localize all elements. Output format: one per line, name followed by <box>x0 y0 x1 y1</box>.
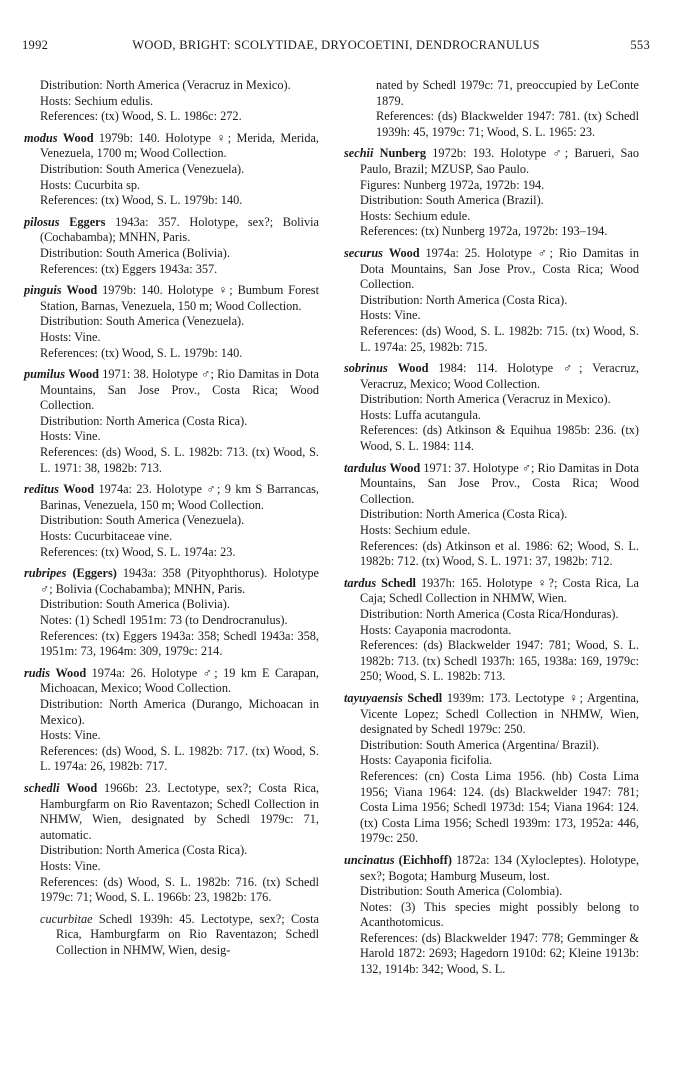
page-number-right: 553 <box>630 38 650 52</box>
entry-line: References: (tx) Wood, S. L. 1974a: 23. <box>40 544 236 559</box>
species-name: sechii <box>344 146 374 161</box>
entry-line: References: (tx) Wood, S. L. 1979b: 140. <box>40 345 243 360</box>
entry-citation: 1872a: 134 (Xylocleptes). Holotype, sex?; Bogota; Hamburg Museum, lost. <box>360 852 640 883</box>
entry-citation: 1971: 38. Holotype ♂; Rio Damitas in Dota Mountains, San Jose Prov., Costa Rica; Wood Collection. <box>40 367 319 413</box>
species-author: Wood <box>55 665 87 680</box>
running-head: WOOD, BRIGHT: SCOLYTIDAE, DRYOCOETINI, DENDROCRANULUS <box>132 38 540 52</box>
entry-line: Distribution: South America (Bolivia). <box>40 245 230 260</box>
entry-line: References: (tx) Wood, S. L. 1986c: 272. <box>40 109 242 124</box>
species-author: Wood <box>397 361 429 376</box>
entry-citation: 1979b: 140. Holotype ♀; Bumbum Forest Station, Barnas, Venezuela, 150 m; Wood Collection. <box>40 283 319 313</box>
entry-heading <box>24 214 319 246</box>
entry-line: Distribution: North America (Costa Rica). <box>360 507 568 522</box>
entry-citation: 1972b: 193. Holotype ♂; Barueri, Sao Paulo, Brazil; MZUSP, Sao Paulo. <box>360 146 639 176</box>
entry-line: Distribution: North America (Durango, Michoacan in Mexico). <box>40 696 319 727</box>
entry-line: References: (ds) Wood, S. L. 1982b: 713. (tx) Wood, S. L. 1971: 38, 1982b: 713. <box>40 445 319 475</box>
page-number-left: 1992 <box>22 38 49 52</box>
species-name: uncinatus <box>344 852 395 867</box>
entry-line: Hosts: Luffa acutangula. <box>360 407 481 422</box>
entry-line: Hosts: Vine. <box>40 728 101 743</box>
entry-heading <box>344 575 639 607</box>
entry-line: Distribution: North America (Veracruz in Mexico). <box>40 78 291 92</box>
species-name: pilosus <box>24 214 60 229</box>
entry-line: References: (cn) Costa Lima 1956. (hb) Costa Lima 1956; Viana 1964: 124. (ds) Blackwelder 1947: 781; Costa Lima 1956; Schedl 1973d: 154; Viana 1964: 124. (tx) Costa Lima 1956; Schedl 1939m: 173, 1952a: 446, 1979c: 250. <box>360 768 639 846</box>
entry-line: References: (ds) Atkinson & Equihua 1985b: 236. (tx) Wood, S. L. 1984: 114. <box>360 423 639 454</box>
species-author: (Eichhoff) <box>398 852 452 867</box>
species-name: pumilus <box>24 367 66 382</box>
left-column <box>24 78 319 964</box>
entry-continuation <box>24 78 319 125</box>
entry-line: Distribution: South America (Venezuela). <box>40 513 245 528</box>
entry-line: Distribution: South America (Colombia). <box>360 884 563 899</box>
entry-line: References: (ds) Wood, S. L. 1982b: 716. (tx) Schedl 1979c: 71; Wood, S. L. 1966b: 23, 1982b: 176. <box>40 874 319 905</box>
entry-line: References: (ds) Wood, S. L. 1982b: 717. (tx) Wood, S. L. 1974a: 26, 1982b: 717. <box>40 743 319 774</box>
entry-line: Hosts: Cayaponia macrodonta. <box>360 622 512 637</box>
entry-heading <box>344 690 640 738</box>
entry-continuation <box>344 78 639 140</box>
species-entry <box>344 246 639 355</box>
entry-line: Distribution: North America (Veracruz in Mexico). <box>360 392 611 407</box>
entry-line: Hosts: Sechium edule. <box>360 523 471 538</box>
entry-line: Hosts: Sechium edulis. <box>40 93 154 108</box>
entry-citation: 1979b: 140. Holotype ♀; Merida, Merida, Venezuela, 1700 m; Wood Collection. <box>40 130 320 161</box>
species-author: Wood <box>66 283 98 298</box>
entry-line: References: (ds) Atkinson et al. 1986: 62; Wood, S. L. 1982b: 712. (tx) Wood, S. L. 1971: 37, 1982b: 712. <box>360 538 639 569</box>
species-name: tardus <box>344 575 377 590</box>
species-entry <box>24 482 319 560</box>
species-author: Wood <box>388 245 420 260</box>
species-name: reditus <box>24 482 59 497</box>
species-entry <box>24 566 319 660</box>
entry-line: Hosts: Cucurbitaceae vine. <box>40 529 173 544</box>
species-entry <box>344 146 639 240</box>
entry-line: Distribution: South America (Venezuela). <box>40 314 245 329</box>
entry-line: Distribution: North America (Costa Rica). <box>40 843 248 858</box>
species-name: tayuyaensis <box>344 690 403 705</box>
entry-heading <box>24 482 320 513</box>
entry-line: Figures: Nunberg 1972a, 1972b: 194. <box>360 177 545 192</box>
entry-line: Hosts: Vine. <box>360 308 421 323</box>
entry-line: References: (ds) Blackwelder 1947: 781; Wood, S. L. 1982b: 713. (tx) Schedl 1937h: 165, 1938a: 169, 1979c: 250; Wood, S. L. 1982b: 713. <box>360 638 639 684</box>
species-author: Eggers <box>69 214 106 229</box>
entry-line: Distribution: North America (Costa Rica). <box>40 413 248 428</box>
entry-heading <box>24 130 320 162</box>
entry-citation: 1943a: 357. Holotype, sex?; Bolivia (Cochabamba); MNHN, Paris. <box>40 214 319 245</box>
entry-citation: Schedl 1939h: 45. Lectotype, sex?; Costa Rica, Hamburgfarm on Rio Raventazon; Schedl Collection in NHMW, Wien, desig- <box>56 911 320 957</box>
entry-citation: 1971: 37. Holotype ♂; Rio Damitas in Dota Mountains, San Jose Prov., Costa Rica; Wood Collection. <box>360 460 639 506</box>
entry-line: Notes: (1) Schedl 1951m: 73 (to Dendrocranulus). <box>40 613 288 627</box>
entry-line: Distribution: South America (Brazil). <box>360 193 544 208</box>
entry-line: References: (ds) Blackwelder 1947: 778; Gemminger & Harold 1872: 2693; Hagedorn 1910d: 62; Kleine 1913b: 132, 1914b: 342; Wood, S. L. <box>360 930 639 977</box>
entry-heading <box>24 665 319 697</box>
entry-line: References: (ds) Blackwelder 1947: 781. (tx) Schedl 1939h: 45, 1979c: 71; Wood, S. L. 1965: 23. <box>376 109 639 139</box>
species-name: sobrinus <box>344 361 388 376</box>
entry-line: Distribution: North America (Costa Rica). <box>360 292 568 307</box>
species-name: rubripes <box>24 566 67 581</box>
species-author: Wood <box>389 460 421 475</box>
species-author: Wood <box>66 780 98 795</box>
entry-line: Hosts: Vine. <box>40 329 101 344</box>
entry-heading <box>24 566 319 597</box>
entry-line: Hosts: Cucurbita sp. <box>40 177 141 192</box>
species-author: Wood <box>68 367 100 382</box>
species-author: Schedl <box>381 575 416 590</box>
entry-citation: 1943a: 358 (Pityophthorus). Holotype ♂; Bolivia (Cochabamba); MNHN, Paris. <box>40 566 319 596</box>
species-entry <box>24 131 319 209</box>
species-name: rudis <box>24 665 50 680</box>
species-name: modus <box>24 130 58 145</box>
entry-citation: 1984: 114. Holotype ♂; Veracruz, Veracruz, Mexico; Wood Collection. <box>360 361 639 391</box>
entry-line: References: (tx) Nunberg 1972a, 1972b: 193–194. <box>360 224 608 239</box>
species-entry <box>24 367 319 476</box>
species-entry <box>344 853 639 978</box>
entry-citation: 1939m: 173. Lectotype ♀; Argentina, Vicente Lopez; Schedl Collection in NHMW, Wien, designated by Schedl 1979c: 250. <box>360 690 640 737</box>
entry-line: Distribution: South America (Argentina/ Brazil). <box>360 737 600 752</box>
species-author: Nunberg <box>379 146 427 161</box>
entry-line: References: (tx) Eggers 1943a: 358; Schedl 1943a: 358, 1951m: 73, 1964m: 309, 1979c: 214. <box>40 628 319 659</box>
species-author: Wood <box>62 130 94 145</box>
entry-line: Notes: (3) This species might possibly belong to Acanthotomicus. <box>360 899 639 930</box>
species-entry <box>344 576 639 685</box>
species-author: Schedl <box>407 690 443 705</box>
entry-citation: 1966b: 23. Lectotype, sex?; Costa Rica, Hamburgfarm on Rio Raventazon; Schedl Collection in NHMW, Wien, designated by Schedl 1979c: 71, automatic. <box>40 780 320 842</box>
entry-line: Hosts: Sechium edule. <box>360 208 471 223</box>
entry-citation: 1974a: 26. Holotype ♂; 19 km E Carapan, Michoacan, Mexico; Wood Collection. <box>40 665 319 696</box>
entry-line: Distribution: South America (Bolivia). <box>40 597 230 612</box>
entry-heading <box>24 283 319 314</box>
entry-citation: 1974a: 23. Holotype ♂; 9 km S Barrancas, Barinas, Venezuela, 150 m; Wood Collection. <box>40 482 320 512</box>
entry-heading <box>24 780 320 843</box>
entry-heading <box>344 852 640 884</box>
entry-line: References: (ds) Wood, S. L. 1982b: 715. (tx) Wood, S. L. 1974a: 25, 1982b: 715. <box>360 323 639 354</box>
species-entry <box>344 361 639 455</box>
species-author: Wood <box>63 482 95 497</box>
entry-citation: 1974a: 25. Holotype ♂; Rio Damitas in Dota Mountains, San Jose Prov., Costa Rica; Wood Collection. <box>360 245 639 292</box>
right-column <box>344 78 639 984</box>
species-entry <box>24 215 319 277</box>
entry-citation: 1937h: 165. Holotype ♀?; Costa Rica, La Caja; Schedl Collection in NHMW, Wien. <box>360 575 639 606</box>
species-author: (Eggers) <box>72 566 117 581</box>
entry-line: Distribution: South America (Venezuela). <box>40 161 245 176</box>
entry-heading <box>344 245 639 293</box>
species-name: schedli <box>24 780 60 795</box>
entry-line: nated by Schedl 1979c: 71, preoccupied by LeConte 1879. <box>376 78 639 108</box>
species-name: securus <box>344 245 383 260</box>
entry-line: Hosts: Vine. <box>40 858 101 873</box>
entry-line: References: (tx) Eggers 1943a: 357. <box>40 261 218 276</box>
species-entry <box>24 283 319 361</box>
species-entry <box>24 781 319 906</box>
species-name: cucurbitae <box>40 911 93 926</box>
entry-line: Hosts: Cayaponia ficifolia. <box>360 753 493 768</box>
entry-line: Distribution: North America (Costa Rica/Honduras). <box>360 607 619 621</box>
entry-heading <box>24 367 319 414</box>
species-entry <box>344 691 639 847</box>
entry-heading <box>40 911 320 959</box>
species-entry <box>24 666 319 775</box>
entry-line: Hosts: Vine. <box>40 429 101 444</box>
species-entry <box>344 461 639 570</box>
entry-line: References: (tx) Wood, S. L. 1979b: 140. <box>40 193 243 208</box>
entry-heading <box>344 146 639 177</box>
synonym-entry <box>40 912 319 959</box>
species-name: pinguis <box>24 283 62 298</box>
entry-heading <box>344 460 639 508</box>
entry-heading <box>344 361 639 392</box>
species-name: tardulus <box>344 460 387 475</box>
